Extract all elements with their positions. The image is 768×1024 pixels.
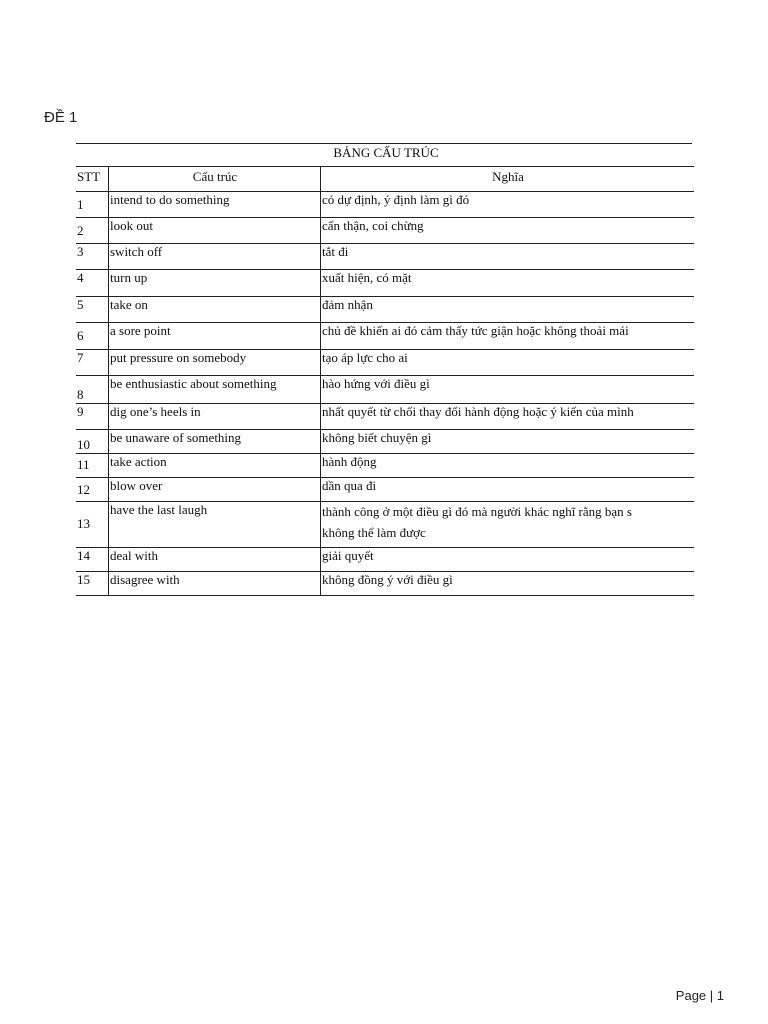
row-stt: 14 <box>76 548 109 572</box>
row-stt: 3 <box>76 244 109 270</box>
header-meaning: Nghĩa <box>321 167 695 192</box>
table-row <box>76 350 694 376</box>
table-row <box>76 297 694 323</box>
table-row <box>76 192 694 218</box>
row-meaning: có dự định, ý định làm gì đó <box>321 192 695 218</box>
row-stt: 8 <box>76 376 109 404</box>
structure-table-grid <box>76 166 694 596</box>
row-stt: 15 <box>76 572 109 596</box>
row-meaning: cẩn thận, coi chừng <box>321 218 695 244</box>
row-meaning: tạo áp lực cho ai <box>321 350 695 376</box>
row-structure: blow over <box>109 478 321 502</box>
table-row <box>76 454 694 478</box>
row-stt: 5 <box>76 297 109 323</box>
row-meaning: nhất quyết từ chối thay đổi hành động hoặc ý kiến của mình <box>321 404 695 430</box>
table-row <box>76 376 694 404</box>
row-structure: switch off <box>109 244 321 270</box>
row-meaning-line2: không thể làm được <box>322 525 426 540</box>
row-stt: 12 <box>76 478 109 502</box>
row-stt: 9 <box>76 404 109 430</box>
table-row <box>76 478 694 502</box>
row-structure: take on <box>109 297 321 323</box>
row-meaning: xuất hiện, có mặt <box>321 270 695 297</box>
row-structure: be enthusiastic about something <box>109 376 321 404</box>
table-row <box>76 218 694 244</box>
row-stt: 11 <box>76 454 109 478</box>
table-row <box>76 572 694 596</box>
table-row <box>76 270 694 297</box>
row-meaning: đảm nhận <box>321 297 695 323</box>
row-stt: 13 <box>76 502 109 548</box>
row-meaning: không đồng ý với điều gì <box>321 572 695 596</box>
table-row <box>76 244 694 270</box>
document-heading: ĐỀ 1 <box>44 109 78 126</box>
row-meaning: chủ đề khiến ai đó cảm thấy tức giận hoặc không thoải mái <box>321 323 695 350</box>
row-meaning <box>321 502 695 548</box>
table-row <box>76 404 694 430</box>
page-number: Page | 1 <box>675 988 724 1003</box>
structure-table <box>76 143 692 596</box>
row-meaning: không biết chuyện gì <box>321 430 695 454</box>
header-stt: STT <box>76 167 109 192</box>
row-meaning: giải quyết <box>321 548 695 572</box>
row-meaning: hào hứng với điều gì <box>321 376 695 404</box>
row-structure: a sore point <box>109 323 321 350</box>
row-stt: 1 <box>76 192 109 218</box>
row-structure: put pressure on somebody <box>109 350 321 376</box>
row-stt: 10 <box>76 430 109 454</box>
row-stt: 4 <box>76 270 109 297</box>
row-structure: be unaware of something <box>109 430 321 454</box>
row-meaning-line1: thành công ở một điều gì đó mà người khác nghĩ rằng bạn s <box>322 504 632 519</box>
row-meaning: tắt đi <box>321 244 695 270</box>
table-title: BẢNG CẤU TRÚC <box>76 143 692 166</box>
table-header-row <box>76 167 694 192</box>
row-structure: have the last laugh <box>109 502 321 548</box>
row-meaning: hành động <box>321 454 695 478</box>
row-structure: look out <box>109 218 321 244</box>
row-meaning: dần qua đi <box>321 478 695 502</box>
row-structure: take action <box>109 454 321 478</box>
header-structure: Cấu trúc <box>109 167 321 192</box>
row-structure: dig one’s heels in <box>109 404 321 430</box>
row-structure: disagree with <box>109 572 321 596</box>
table-row <box>76 502 694 548</box>
row-stt: 7 <box>76 350 109 376</box>
row-structure: intend to do something <box>109 192 321 218</box>
row-stt: 2 <box>76 218 109 244</box>
table-row <box>76 548 694 572</box>
row-structure: turn up <box>109 270 321 297</box>
table-row <box>76 323 694 350</box>
table-row <box>76 430 694 454</box>
row-structure: deal with <box>109 548 321 572</box>
row-stt: 6 <box>76 323 109 350</box>
